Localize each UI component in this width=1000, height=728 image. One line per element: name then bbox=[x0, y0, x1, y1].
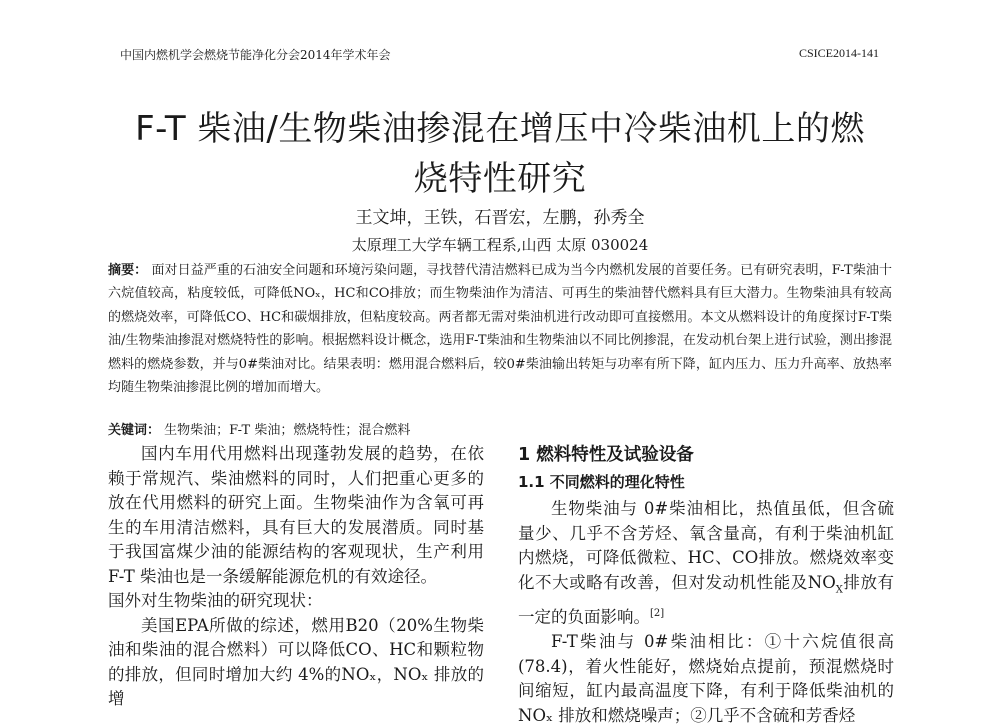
body-right-column bbox=[518, 442, 894, 728]
affiliation: 太原理工大学车辆工程系,山西 太原 030024 bbox=[351, 236, 649, 254]
author-list: 王文坤，王铁，石晋宏，左鹏，孙秀全 bbox=[355, 208, 645, 228]
abstract bbox=[108, 259, 892, 399]
biodiesel-paragraph bbox=[518, 497, 894, 630]
title-line-1: F-T 柴油/生物柴油掺混在增压中冷柴油机上的燃 bbox=[135, 109, 865, 149]
intro-paragraph: 国内车用代用燃料出现蓬勃发展的趋势，在依赖于常规汽、柴油燃料的同时，人们把重心更多的放在代用燃料的研究上面。生物柴油作为含氧可再生的车用清洁燃料，具有巨大的发展潜质。同时基于我国富煤少油的能源结构的客观现状，生产利用 F-T 柴油也是一条缓解能源危机的有效途径。 bbox=[108, 444, 484, 586]
citation-ref: [2] bbox=[650, 608, 665, 620]
biodiesel-text-tail: 排放有一定的负面影响。 bbox=[518, 572, 895, 627]
paper-title bbox=[60, 104, 940, 204]
keywords bbox=[108, 420, 410, 442]
running-header-paper-id: CSICE2014-141 bbox=[798, 46, 879, 60]
title-line-2: 烧特性研究 bbox=[413, 159, 587, 199]
body-left-column bbox=[108, 442, 484, 712]
running-header-conference: 中国内燃机学会燃烧节能净化分会2014年学术年会 bbox=[120, 48, 391, 62]
keywords-label: 关键词： bbox=[108, 423, 161, 438]
foreign-research-heading: 国外对生物柴油的研究现状： bbox=[108, 591, 323, 610]
abstract-text: 面对日益严重的石油安全问题和环境污染问题，寻找替代清洁燃料已成为当今内燃机发展的首要任务。已有研究表明，F-T柴油十六烷值较高，粘度较低，可降低NOₓ，HC和CO排放；而生物柴油作为清洁、可再生的柴油替代燃料具有巨大潜力。生物柴油具有较高的燃烧效率，可降低CO、HC和碳烟排放，但粘度较高。两者都无需对柴油机进行改动即可直接燃用。本文从燃料设计的角度探讨F-T柴油/生物柴油掺混对燃烧特性的影响。根据燃料设计概念，选用F-T柴油和生物柴油以不同比例掺混，在发动机台架上进行试验，测出掺混燃料的燃烧参数，并与0#柴油对比。结果表明：燃用混合燃料后，较0#柴油输出转矩与功率有所下降，缸内压力、压力升高率、放热率均随生物柴油掺混比例的增加而增大。 bbox=[108, 263, 892, 396]
section-heading-1: 1 燃料特性及试验设备 bbox=[518, 445, 694, 465]
biodiesel-text: 生物柴油与 0#柴油相比，热值虽低，但含硫量少、几乎不含芳烃、氧含量高，有利于柴油机缸内燃烧，可降低微粒、HC、CO排放。燃烧效率变化不大或略有改善，但对发动机性能及NO bbox=[518, 499, 894, 592]
keywords-text: 生物柴油；F-T 柴油；燃烧特性；混合燃料 bbox=[164, 423, 411, 438]
epa-paragraph: 美国EPA所做的综述，燃用B20（20%生物柴油和柴油的混合燃料）可以降低CO、HC和颗粒物的排放，但同时增加大约 4%的NOₓ，NOₓ 排放的增 bbox=[108, 615, 484, 708]
nox-subscript: X bbox=[835, 583, 843, 595]
abstract-label: 摘要： bbox=[108, 263, 148, 278]
ft-diesel-paragraph: F-T柴油与 0#柴油相比：①十六烷值很高(78.4)，着火性能好，燃烧始点提前，预混燃烧时间缩短，缸内最高温度下降，有利于降低柴油机的NOₓ 排放和燃烧噪声；②几乎不含硫和芳香烃 bbox=[518, 632, 894, 725]
subsection-heading-1-1: 1.1 不同燃料的理化特性 bbox=[518, 473, 685, 491]
